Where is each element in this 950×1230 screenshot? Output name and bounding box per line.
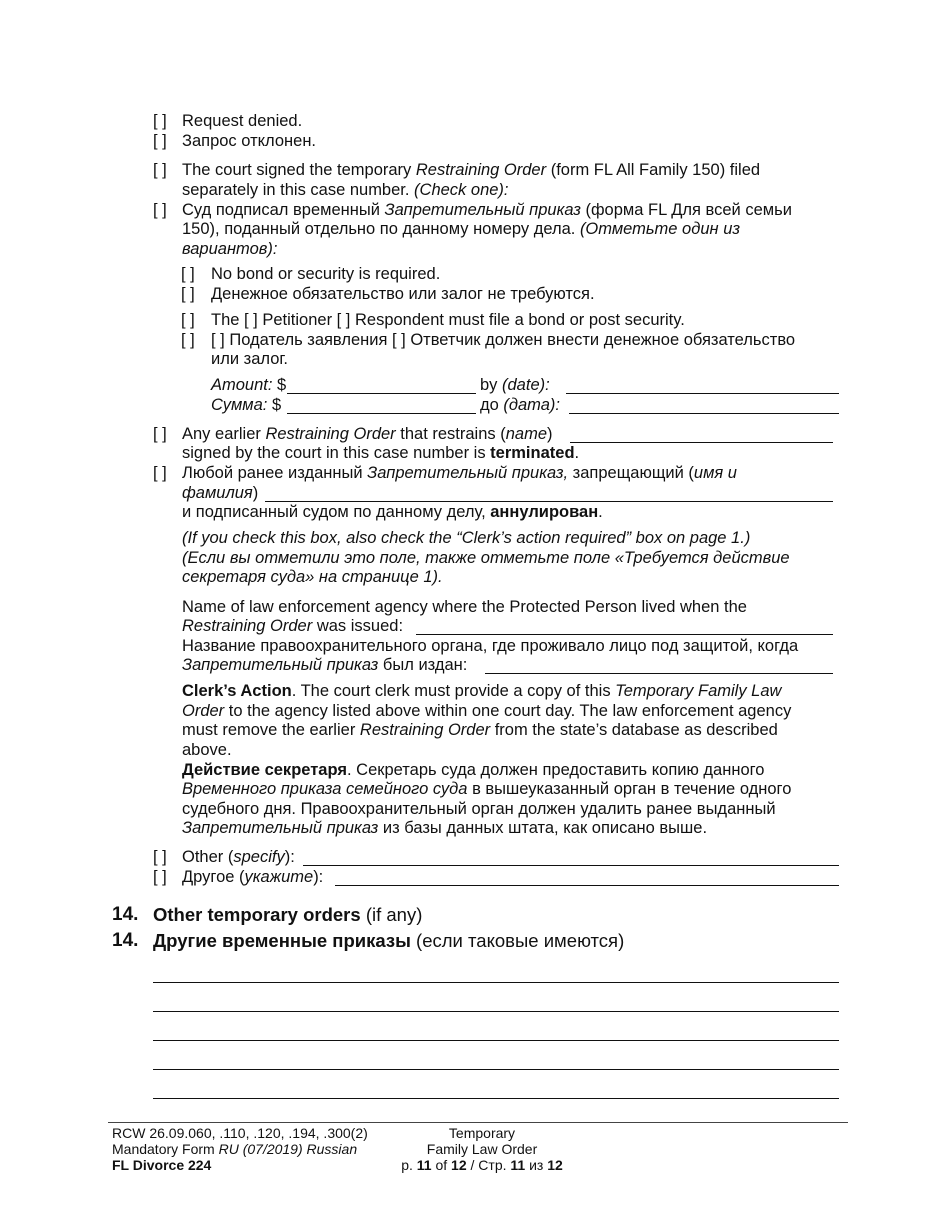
request-denied-ru: Запрос отклонен. — [182, 132, 317, 150]
agency-field-en[interactable] — [416, 634, 833, 635]
section-14-number-en: 14. — [112, 904, 139, 925]
clerk-note-ru-line1: (Если вы отметили это поле, также отметьте поле «Требуется действие — [182, 549, 790, 567]
other-orders-line-4[interactable] — [153, 1069, 839, 1070]
earlier-order-ru-line2: фамилия) — [182, 484, 259, 502]
footer-title-line2: Family Law Order — [426, 1141, 538, 1157]
other-field-ru[interactable] — [335, 885, 839, 886]
checkbox-request-denied-ru[interactable]: [ ] — [153, 132, 167, 150]
temp-restraining-ru-line3: вариантов): — [182, 240, 278, 258]
earlier-order-en-line1: Any earlier Restraining Order that restrains (name) — [182, 425, 553, 443]
no-bond-ru: Денежное обязательство или залог не требуются. — [211, 285, 595, 303]
clerk-action-ru-line3: судебного дня. Правоохранительный орган должен удалить ранее выданный — [182, 800, 776, 818]
date-field-ru[interactable] — [569, 413, 839, 414]
date-label-ru: до (дата): — [480, 396, 560, 414]
clerk-action-en-line4: above. — [182, 741, 232, 759]
checkbox-other-ru[interactable]: [ ] — [153, 868, 167, 886]
other-ru: Другое (укажите): — [182, 868, 324, 886]
agency-en-line2: Restraining Order was issued: — [182, 617, 404, 635]
footer-rcw: RCW 26.09.060, .110, .120, .194, .300(2) — [112, 1125, 368, 1141]
checkbox-no-bond-ru[interactable]: [ ] — [181, 285, 195, 303]
agency-ru-line1: Название правоохранительного органа, где проживало лицо под защитой, когда — [182, 637, 799, 655]
bond-en: The [ ] Petitioner [ ] Respondent must file a bond or post security. — [211, 311, 685, 329]
earlier-order-ru-line3: и подписанный судом по данному делу, аннулирован. — [182, 503, 603, 521]
section-14-title-en: Other temporary orders (if any) — [153, 904, 423, 925]
amount-label-ru: Сумма: $ — [211, 396, 282, 414]
checkbox-temp-restraining-en[interactable]: [ ] — [153, 161, 167, 179]
no-bond-en: No bond or security is required. — [211, 265, 441, 283]
footer-page-number: p. 11 of 12 / Стр. 11 из 12 — [401, 1157, 563, 1173]
other-field-en[interactable] — [303, 865, 839, 866]
checkbox-earlier-order-en[interactable]: [ ] — [153, 425, 167, 443]
clerk-note-en: (If you check this box, also check the “Clerk’s action required” box on page 1.) — [182, 529, 751, 547]
earlier-order-ru-line1: Любой ранее изданный Запретительный приказ, запрещающий (имя и — [182, 464, 737, 482]
earlier-order-name-field-en[interactable] — [570, 442, 833, 443]
clerk-action-en-line1: Clerk’s Action. The court clerk must provide a copy of this Temporary Family Law — [182, 682, 782, 700]
checkbox-bond-ru[interactable]: [ ] — [181, 331, 195, 349]
date-field-en[interactable] — [566, 393, 839, 394]
clerk-action-en-line2: Order to the agency listed above within one court day. The law enforcement agency — [182, 702, 792, 720]
temp-restraining-en-line1: The court signed the temporary Restraining Order (form FL All Family 150) filed — [182, 161, 761, 179]
clerk-action-ru-line4: Запретительный приказ из базы данных штата, как описано выше. — [182, 819, 708, 837]
earlier-order-name-field-ru[interactable] — [265, 501, 833, 502]
checkbox-temp-restraining-ru[interactable]: [ ] — [153, 201, 167, 219]
other-orders-line-1[interactable] — [153, 982, 839, 983]
date-label-en: by (date): — [480, 376, 550, 394]
section-14-title-ru: Другие временные приказы (если таковые имеются) — [153, 930, 625, 951]
footer-mandatory-form: Mandatory Form RU (07/2019) Russian — [112, 1141, 358, 1157]
clerk-note-ru-line2: секретаря суда» на странице 1). — [182, 568, 443, 586]
bond-ru-line2: или залог. — [211, 350, 288, 368]
checkbox-bond-en[interactable]: [ ] — [181, 311, 195, 329]
amount-field-ru[interactable] — [287, 413, 476, 414]
section-14-number-ru: 14. — [112, 930, 139, 951]
other-orders-line-2[interactable] — [153, 1011, 839, 1012]
checkbox-request-denied-en[interactable]: [ ] — [153, 112, 167, 130]
earlier-order-en-line2: signed by the court in this case number is terminated. — [182, 444, 580, 462]
request-denied-en: Request denied. — [182, 112, 303, 130]
agency-en-line1: Name of law enforcement agency where the Protected Person lived when the — [182, 598, 747, 616]
clerk-action-en-line3: must remove the earlier Restraining Order from the state’s database as described — [182, 721, 778, 739]
temp-restraining-en-line2: separately in this case number. (Check one): — [182, 181, 509, 199]
bond-ru-line1: [ ] Податель заявления [ ] Ответчик должен внести денежное обязательство — [211, 331, 796, 349]
amount-label-en: Amount: $ — [211, 376, 287, 394]
clerk-action-ru-line1: Действие секретаря. Секретарь суда должен предоставить копию данного — [182, 761, 765, 779]
checkbox-no-bond-en[interactable]: [ ] — [181, 265, 195, 283]
clerk-action-ru-line2: Временного приказа семейного суда в вышеуказанный орган в течение одного — [182, 780, 792, 798]
agency-ru-line2: Запретительный приказ был издан: — [182, 656, 468, 674]
checkbox-other-en[interactable]: [ ] — [153, 848, 167, 866]
temp-restraining-ru-line2: 150), поданный отдельно по данному номеру дела. (Отметьте один из — [182, 220, 741, 238]
other-en: Other (specify): — [182, 848, 295, 866]
other-orders-line-5[interactable] — [153, 1098, 839, 1099]
footer-divider — [108, 1122, 848, 1123]
other-orders-line-3[interactable] — [153, 1040, 839, 1041]
agency-field-ru[interactable] — [485, 673, 833, 674]
footer-title-line1: Temporary — [448, 1125, 516, 1141]
temp-restraining-ru-line1: Суд подписал временный Запретительный приказ (форма FL Для всей семьи — [182, 201, 792, 219]
footer-form-id: FL Divorce 224 — [112, 1157, 212, 1173]
checkbox-earlier-order-ru[interactable]: [ ] — [153, 464, 167, 482]
amount-field-en[interactable] — [287, 393, 476, 394]
